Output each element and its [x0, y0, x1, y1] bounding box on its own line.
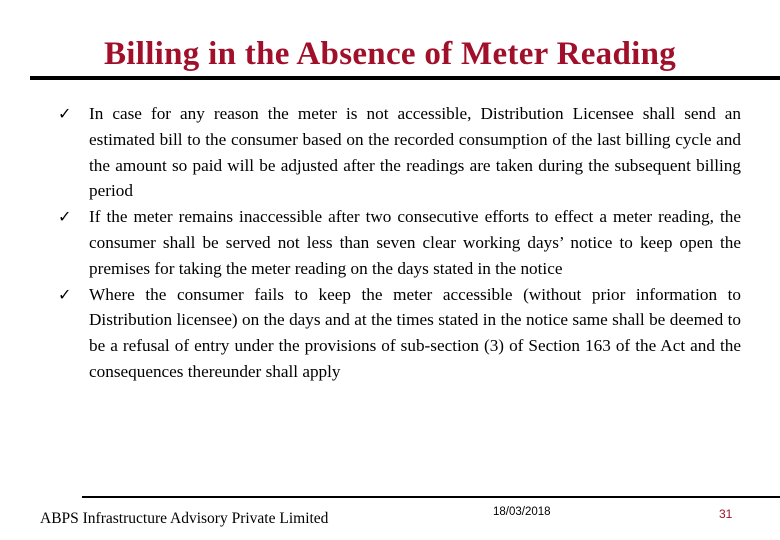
- check-mark-icon: ✓: [58, 104, 72, 123]
- bullet-item: [58, 204, 741, 281]
- title-underline: [30, 76, 780, 80]
- bullet-text: If the meter remains inaccessible after two consecutive efforts to effect a meter reading, the consumer shall be served not less than seven clear working days’ notice to keep open the premises for taking the meter reading on the days stated in the notice: [89, 207, 741, 278]
- bullet-list: [58, 101, 741, 385]
- page-number: 31: [719, 507, 733, 521]
- check-mark-icon: ✓: [58, 284, 72, 304]
- bullet-text: Where the consumer fails to keep the meter accessible (without prior information to Distribution licensee) on the days and at the times stated in the notice same shall be deemed to be a refusal of entry under the provisions of sub-section (3) of Section 163 of the Act and the consequences thereunder shall apply: [89, 284, 741, 381]
- slide-title: Billing in the Absence of Meter Reading: [103, 36, 677, 72]
- check-mark-icon: ✓: [58, 207, 72, 227]
- footer-divider: [82, 496, 780, 498]
- bullet-item: [58, 282, 741, 385]
- footer-company-name: ABPS Infrastructure Advisory Private Limited: [40, 510, 329, 527]
- bullet-item: [58, 101, 741, 204]
- footer-date: 18/03/2018: [493, 506, 551, 518]
- bullet-text: In case for any reason the meter is not accessible, Distribution Licensee shall send an estimated bill to the consumer based on the recorded consumption of the last billing cycle and the amount so paid will be adjusted after the readings are taken during the subsequent billing period: [89, 104, 741, 201]
